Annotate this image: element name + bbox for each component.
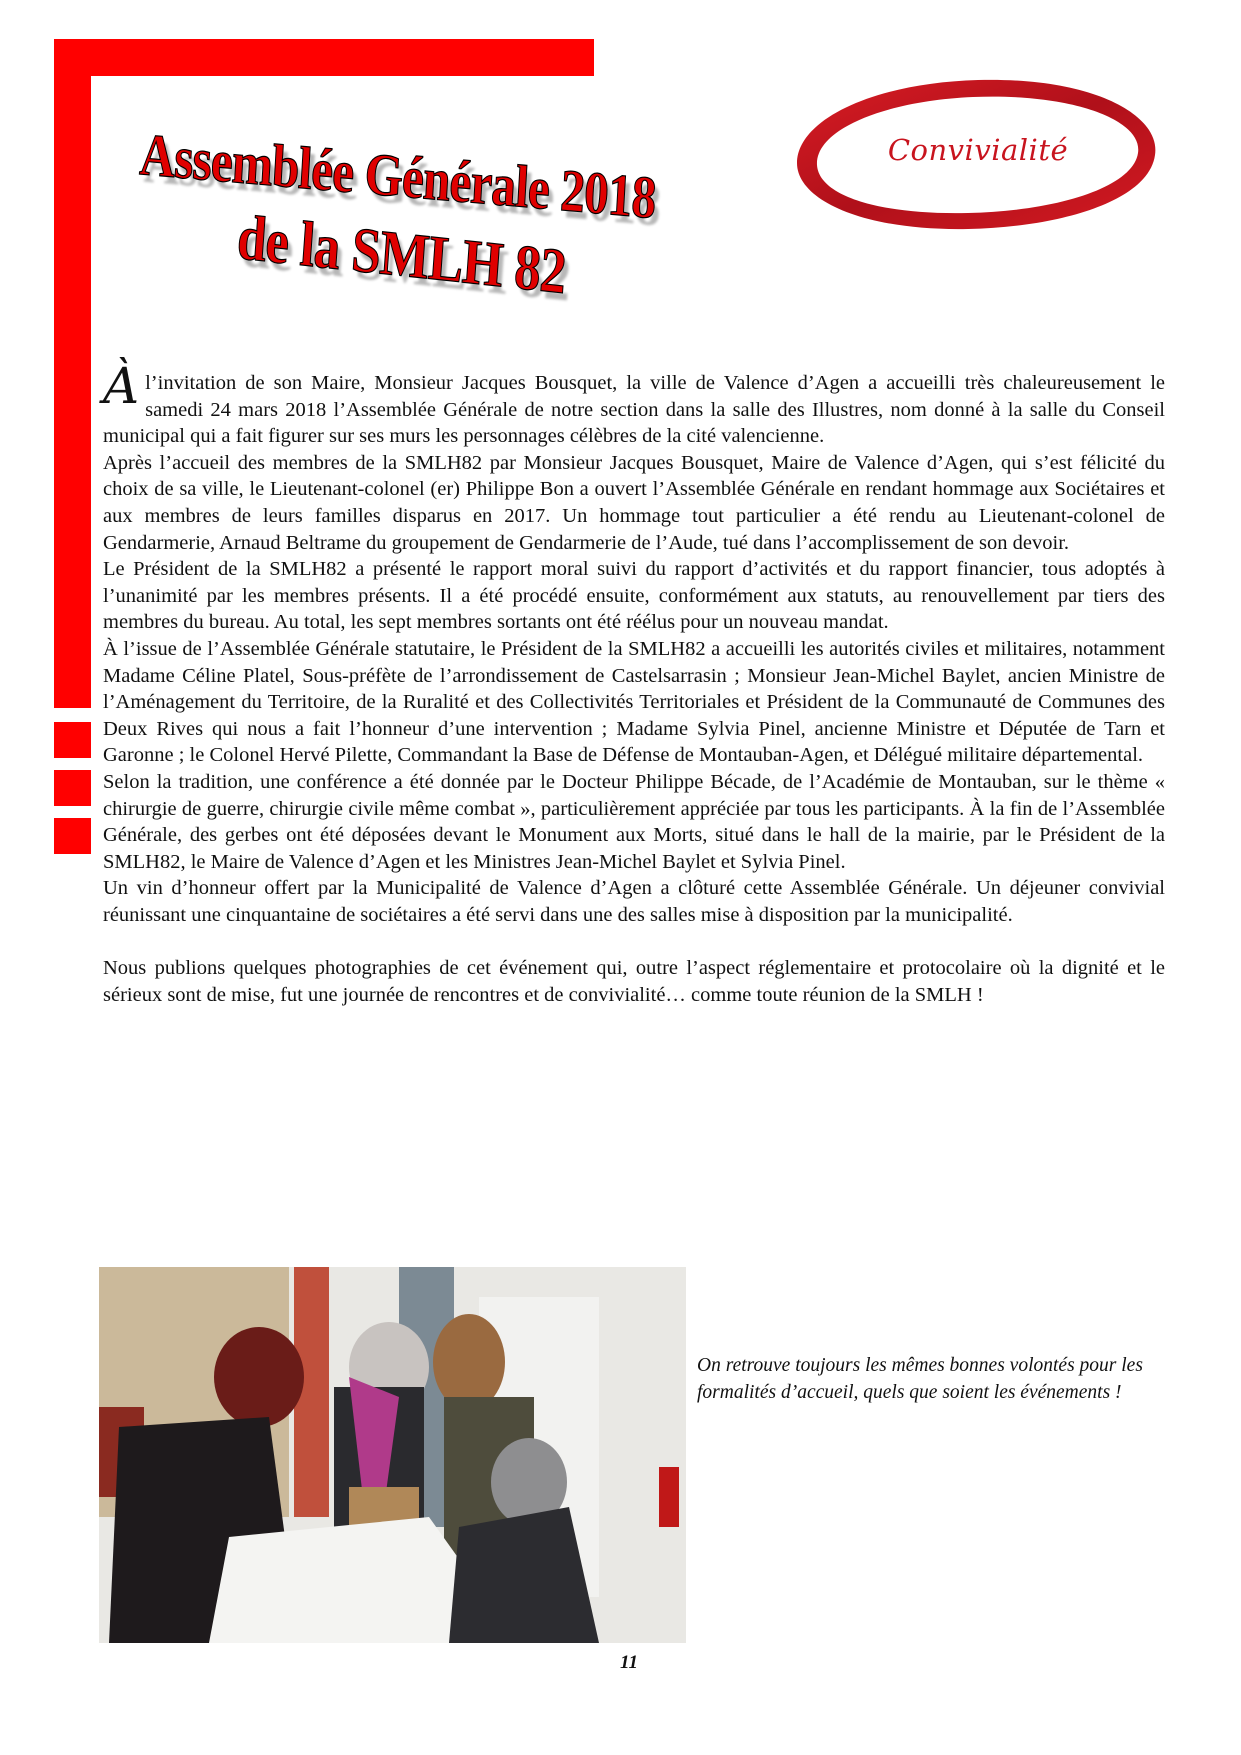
paragraph-text: l’invitation de son Maire, Monsieur Jacques Bousquet, la ville de Valence d’Agen a accueilli très chaleureusement le samedi 24 mars 2018 l’Assemblée Générale de notre section dans la salle des Illustres, nom donné à la salle du Conseil municipal qui a fait figurer sur ses murs les personnages célèbres de la cité valencienne. xyxy=(103,372,1165,448)
page-number: 11 xyxy=(620,1652,638,1673)
decorative-square xyxy=(54,818,91,854)
paragraph-spacer xyxy=(103,928,1165,955)
event-photo xyxy=(99,1267,686,1643)
page-title xyxy=(130,110,750,310)
rubric-label: Convivialité xyxy=(887,133,1069,167)
article-paragraph: À l’issue de l’Assemblée Générale statutaire, le Président de la SMLH82 a accueilli les autorités civiles et militaires, notamment Madame Céline Platel, Sous-préfète de l’arrondissement de Castelsarrasin ; Monsieur Jean-Michel Baylet, ancien Ministre de l’Aménagement du Territoire, de la Ruralité et des Collectivités Territoriales et Président de la Communauté de Communes des Deux Rives qui nous a fait l’honneur d’une intervention ; Madame Sylvia Pinel, ancienne Ministre et Députée de Tarn et Garonne ; le Colonel Hervé Pilette, Commandant la Base de Défense de Montauban-Agen, et Délégué militaire départemental. xyxy=(103,637,1165,767)
closing-paragraph: Nous publions quelques photographies de cet événement qui, outre l’aspect réglementaire et protocolaire où la dignité et le sérieux sont de mise, fut une journée de rencontres et de convivialité… comme toute réunion de la SMLH ! xyxy=(103,957,1165,1006)
photo-caption: On retrouve toujours les mêmes bonnes volontés pour les formalités d’accueil, quels que soient les événements ! xyxy=(697,1355,1143,1403)
title-line-1: Assemblée Générale 2018 xyxy=(138,121,658,231)
photo-illustration xyxy=(99,1267,686,1643)
article-paragraph: Selon la tradition, une conférence a été donnée par le Docteur Philippe Bécade, de l’Académie de Montauban, sur le thème « chirurgie de guerre, chirurgie civile même combat », particulièrement appréciée par tous les participants. À la fin de l’Assemblée Générale, des gerbes ont été déposées devant le Monument aux Morts, situé dans le hall de la mairie, par le Président de la SMLH82, le Maire de Valence d’Agen et les Ministres Jean-Michel Baylet et Sylvia Pinel. xyxy=(103,770,1165,873)
decorative-left-bar xyxy=(54,76,91,708)
decorative-square xyxy=(54,770,91,806)
article-paragraph: Un vin d’honneur offert par la Municipalité de Valence d’Agen a clôturé cette Assemblée Générale. Un déjeuner convivial réunissant une cinquantaine de sociétaires a été servi dans une des salles mise à disposition par la municipalité. xyxy=(103,877,1165,926)
rubric-badge xyxy=(793,75,1163,235)
decorative-top-bar xyxy=(54,39,594,76)
drop-cap: À xyxy=(103,357,140,415)
title-line-2: de la SMLH 82 xyxy=(235,201,568,307)
article-paragraph: Le Président de la SMLH82 a présenté le rapport moral suivi du rapport d’activités et du rapport financier, tous adoptés à l’unanimité par les membres présents. Il a été procédé ensuite, conformément aux statuts, au renouvellement par tiers des membres du bureau. Au total, les sept membres sortants ont été réélus pour un nouveau mandat. xyxy=(103,558,1165,634)
article-body xyxy=(103,357,1165,1008)
decorative-square xyxy=(54,722,91,758)
article-paragraph xyxy=(103,357,1165,450)
article-paragraph: Après l’accueil des membres de la SMLH82 par Monsieur Jacques Bousquet, Maire de Valence d’Agen, qui s’est félicité du choix de sa ville, le Lieutenant-colonel (er) Philippe Bon a ouvert l’Assemblée Générale en rendant hommage aux Sociétaires et aux membres de leurs familles disparus en 2017. Un hommage tout particulier a été rendu au Lieutenant-colonel de Gendarmerie, Arnaud Beltrame du groupement de Gendarmerie de l’Aude, tué dans l’accomplissement de son devoir. xyxy=(103,451,1165,554)
